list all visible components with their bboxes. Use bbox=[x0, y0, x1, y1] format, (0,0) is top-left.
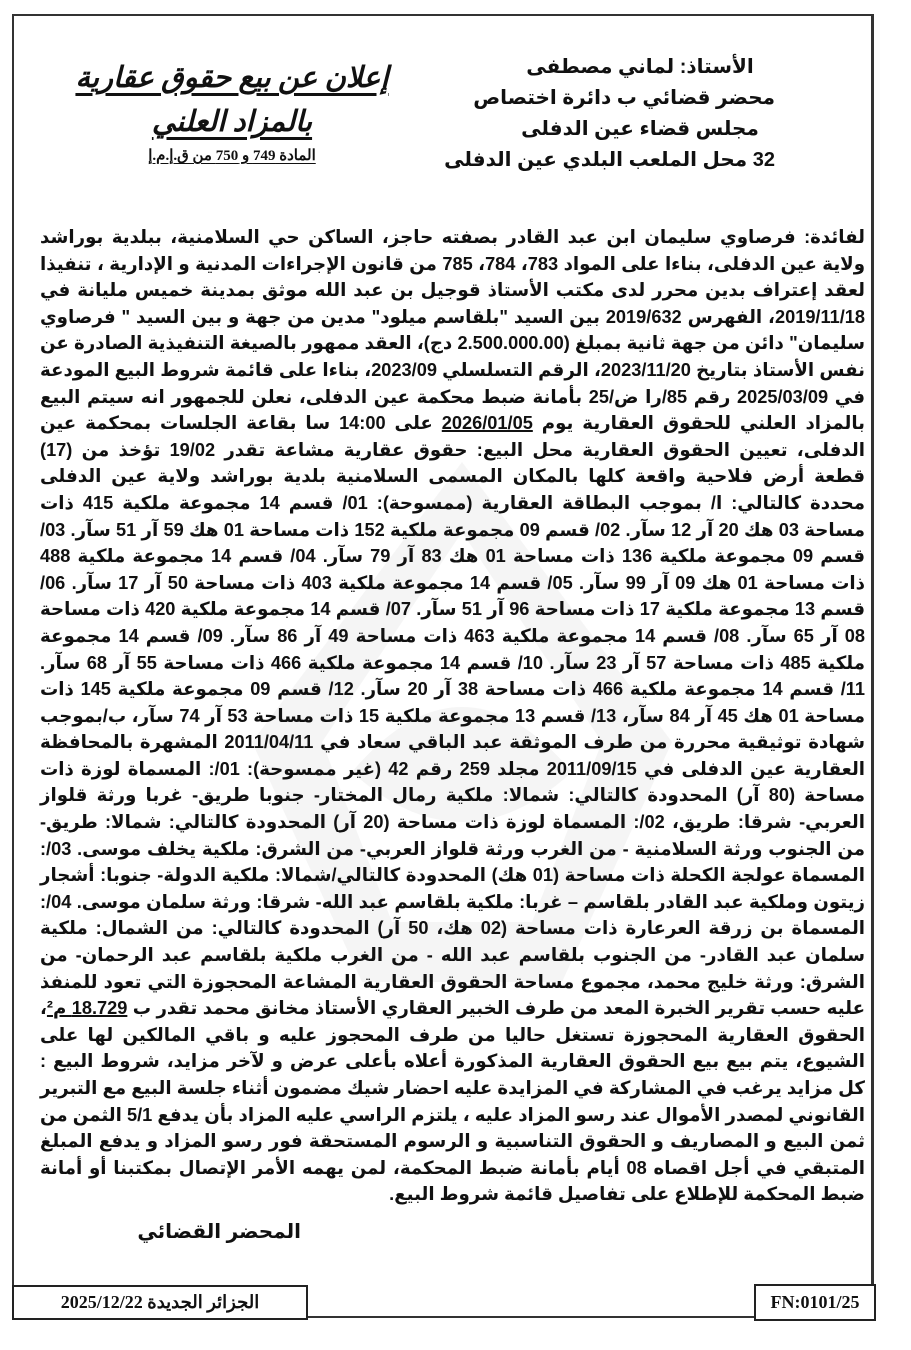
file-number: FN:0101/25 bbox=[754, 1284, 876, 1321]
announcement-heading bbox=[62, 56, 402, 166]
total-area: 18.729 م² bbox=[46, 998, 128, 1019]
header bbox=[14, 16, 871, 208]
signature: المحضر القضائي bbox=[137, 1220, 301, 1243]
legal-reference: المادة 749 و 750 من ق.إ.م.إ bbox=[148, 148, 316, 164]
announcement-body bbox=[40, 224, 865, 1208]
sale-date: 2026/01/05 bbox=[441, 413, 533, 434]
document-frame bbox=[12, 14, 874, 1318]
page-title: إعلان عن بيع حقوق عقارية bbox=[75, 62, 389, 94]
publication-stamp: الجزائر الجديدة 2025/12/22 bbox=[12, 1285, 308, 1320]
bailiff-name: الأستاذ: لماني مصطفى bbox=[526, 56, 754, 78]
bailiff-info bbox=[444, 52, 775, 176]
body-part-3: ، الحقوق العقارية المحجوزة تستغل حاليا من طرف المحجوز عليه و باقي المالكين لها على الشيوع، يتم بيع بيع الحقوق العقارية المذكورة أعلاه بأعلى عرض و لآخر مزايد، شروط البيع : كل مزايد يرغب في المشاركة في المزايدة عليه احضار شيك مضمون أثناء جلسة البيع مع التبرير القانوني لمصدر الأموال عند رسو المزاد عليه ، يلتزم الراسي عليه المزاد بأن يدفع 5/1 الثمن من ثمن البيع و المصاريف و الحقوق التناسبية و الرسوم المستحقة فور رسو المزاد و يدفع المبلغ المتبقي في أجل اقصاه 08 أيام بأمانة ضبط المحكمة، لمن يهمه الأمر الإتصال بمكتبنا أو أمانة ضبط المحكمة للإطلاع على تفاصيل قائمة شروط البيع. bbox=[40, 998, 865, 1205]
bailiff-court: مجلس قضاء عين الدفلى bbox=[521, 118, 759, 140]
footer bbox=[0, 1285, 911, 1322]
bailiff-title: محضر قضائي ب دائرة اختصاص bbox=[473, 87, 775, 109]
body-part-1: لفائدة: فرصاوي سليمان ابن عبد القادر بصفته حاجز، الساكن حي السلامنية، ببلدية بوراشد ولاية عين الدفلى، بناءا على المواد 783، 784، 785 من قانون الإجراءات المدنية و الإدارية ، تنفيذا لعقد إعتراف بدين محرر لدى مكتب الأستاذ قوجيل بن عبد الله موثق بمدينة خميس مليانة في 2019/11/18، الفهرس 2019/632 بين السيد "بلقاسم ميلود" مدين من جهة و بين السيد " فرصاوي سليمان" دائن من جهة ثانية بمبلغ (2.500.000.00 دج)، العقد ممهور بالصيغة التنفيذية الصادرة عن نفس الأستاذ بتاريخ 2023/11/20، الرقم التسلسلي 2023/09، بناءا على قائمة شروط البيع المودعة في 2025/03/09 رقم 85/را ض/25 بأمانة ضبط محكمة عين الدفلى، نعلن للجمهور انه سيتم البيع بالمزاد العلني للحقوق العقارية يوم bbox=[40, 227, 866, 434]
body-part-2: على 14:00 سا بقاعة الجلسات بمحكمة عين الدفلى، تعيين الحقوق العقارية محل البيع: حقوق عقارية مشاعة تقدر 19/02 تؤخذ من (17) قطعة أرض فلاحية واقعة كلها بالمكان المسمى السلامنية بلدية بوراشد ولاية عين الدفلى محددة كالتالي: ا/ بموجب البطاقة العقارية (ممسوحة): 01/ قسم 14 مجموعة ملكية 415 ذات مساحة 03 هك 20 آر 12 سآر. 02/ قسم 09 مجموعة ملكية 152 ذات مساحة 01 هك 59 آر 51 سآر. 03/ قسم 09 مجموعة ملكية 136 ذات مساحة 01 هك 83 آر 79 سآر. 04/ قسم 14 مجموعة ملكية 488 ذات مساحة 01 هك 09 آر 99 سآر. 05/ قسم 14 مجموعة ملكية 403 ذات مساحة 50 آر 17 سآر. 06/ قسم 13 مجموعة ملكية 17 ذات مساحة 96 آر 51 سآر. 07/ قسم 14 مجموعة ملكية 420 ذات مساحة 08 آر 65 سآر. 08/ قسم 14 مجموعة ملكية 463 ذات مساحة 49 آر 86 سآر. 09/ قسم 14 مجموعة ملكية 485 ذات مساحة 57 آر 23 سآر. 10/ قسم 14 مجموعة ملكية 466 ذات مساحة 55 آر 68 سآر. 11/ قسم 14 مجموعة ملكية 466 ذات مساحة 38 آر 20 سآر. 12/ قسم 09 مجموعة ملكية 145 ذات مساحة 01 هك 45 آر 84 سآر، 13/ قسم 13 مجموعة ملكية 15 ذات مساحة 53 آر 74 سآر، ب/بموجب شهادة توثيقية محررة من طرف الموثقة عبد الباقي سعاد في 2011/04/11 المشهرة بالمحافظة العقارية عين الدفلى في 2011/09/15 مجلد 259 رقم 42 (غير ممسوحة): 01/: المسماة لوزة ذات مساحة (80 آر) المحدودة كالتالي: شمالا: ملكية رمال المختار- جنوبا طريق- غربا ورثة قلواز العربي- شرقا: طريق، 02/: المسماة لوزة ذات مساحة (20 آر) المحدودة كالتالي: شمالا: طريق- من الجنوب ورثة السلامنية - من الغرب ورثة قلواز العربي- من الشرق: ملكية يخلف موسى. 03/: المسماة عولجة الكحلة ذات مساحة (01 هك) المحدودة كالتالي/شمالا: ملكية الدولة- جنوبا: أشجار زيتون وملكية عبد القادر بلقاسم – غربا: ملكية بلقاسم عبد الله- شرقا: ورثة سلمان موسى. 04/: المسماة بن زرقة العرعارة ذات مساحة (02 هك، 50 آر) المحدودة كالتالي: من الشمال: ملكية سلمان عبد القادر- من الجنوب بلقاسم عبد الله - من الغرب ملكية بلقاسم عبد الرحمان- من الشرق: ورثة خليج محمد، مجموع مساحة الحقوق العقارية المشاعة المحجوزة التي تعود للمنفذ عليه حسب تقرير الخبرة المعد من طرف الخبير العقاري الأستاذ مخانق محمد تقدر ب bbox=[40, 413, 866, 1019]
page-title-line2: بالمزاد العلني bbox=[151, 106, 313, 138]
bailiff-address: 32 محل الملعب البلدي عين الدفلى bbox=[444, 149, 775, 171]
